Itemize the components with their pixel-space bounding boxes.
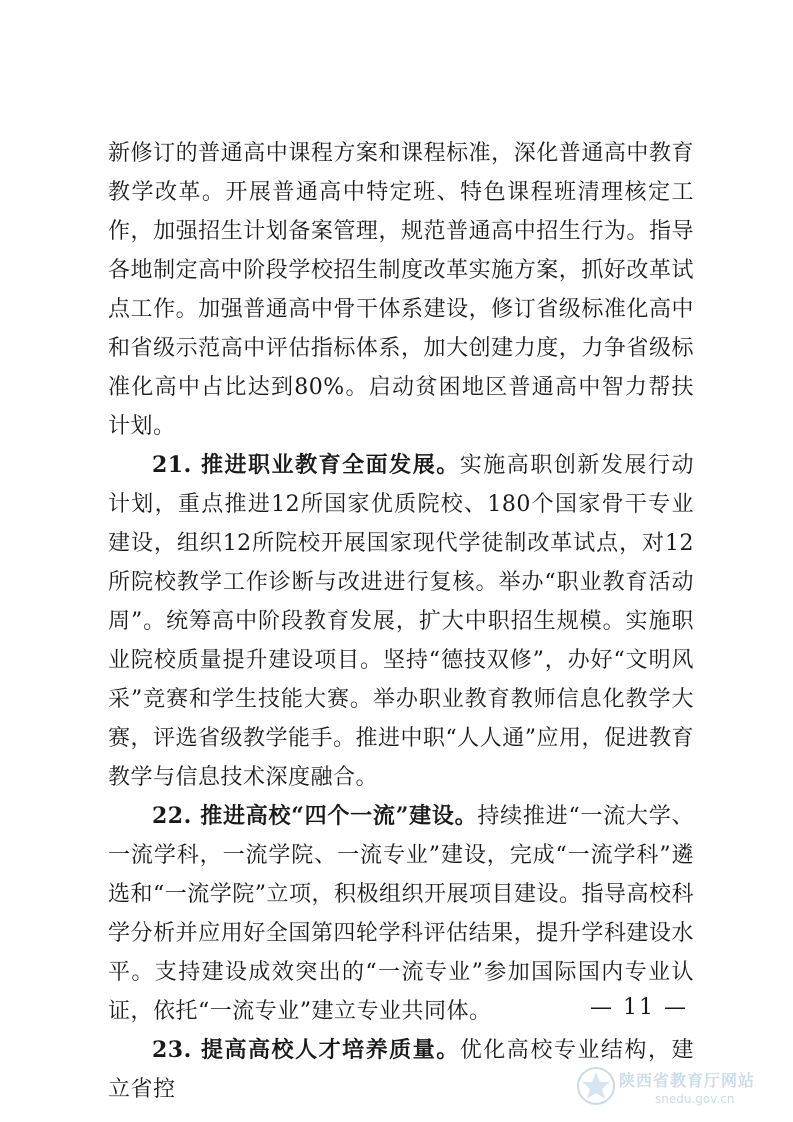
watermark-title: 陕西省教育厅网站: [619, 1071, 756, 1090]
paragraph-heading: 23. 提高高校人才培养质量。: [152, 1037, 460, 1063]
paragraph-heading: 22. 推进高校“四个一流”建设。: [152, 803, 478, 829]
page-number: — 11 —: [590, 995, 688, 1020]
paragraph-text: 持续推进“一流大学、一流学科，一流学院、一流专业”建设，完成“一流学科”遴选和“一流学院”立项，积极组织开展项目建设。指导高校科学分析并应用好全国第四轮学科评估结果，提升学科建设水平。支持建设成效突出的“一流专业”参加国际国内专业认证，依托“一流专业”建立专业共同体。: [108, 804, 695, 1024]
document-body: [108, 134, 694, 1109]
paragraph-continuation: [108, 134, 694, 446]
paragraph-text: 实施高职创新发展行动计划，重点推进12所国家优质院校、180个国家骨干专业建设，组织12所院校开展国家现代学徒制改革试点，对12所院校教学工作诊断与改进进行复核。举办“职业教育活动周”。统筹高中阶段教育发展，扩大中职招生规模。实施职业院校质量提升建设项目。坚持“德技双修”，办好“文明风采”竞赛和学生技能大赛。举办职业教育教师信息化教学大赛，评选省级教学能手。推进中职“人人通”应用，促进教育教学与信息技术深度融合。: [108, 453, 694, 790]
watermark: [575, 1064, 785, 1116]
paragraph-text: 优化高校专业结构，建立省控: [108, 1038, 694, 1102]
emblem-icon: [575, 1064, 617, 1108]
paragraph-text: 新修订的普通高中课程方案和课程标准，深化普通高中教育教学改革。开展普通高中特定班、特色课程班清理核定工作，加强招生计划备案管理，规范普通高中招生行为。指导各地制定高中阶段学校招生制度改革实施方案，抓好改革试点工作。加强普通高中骨干体系建设，修订省级标准化高中和省级示范高中评估指标体系，加大创建力度，力争省级标准化高中占比达到80%。启动贫困地区普通高中智力帮扶计划。: [108, 141, 694, 439]
paragraph-21: [108, 446, 694, 797]
paragraph-heading: 21. 推进职业教育全面发展。: [152, 452, 460, 478]
watermark-url: snedu.gov.cn: [655, 1092, 735, 1106]
